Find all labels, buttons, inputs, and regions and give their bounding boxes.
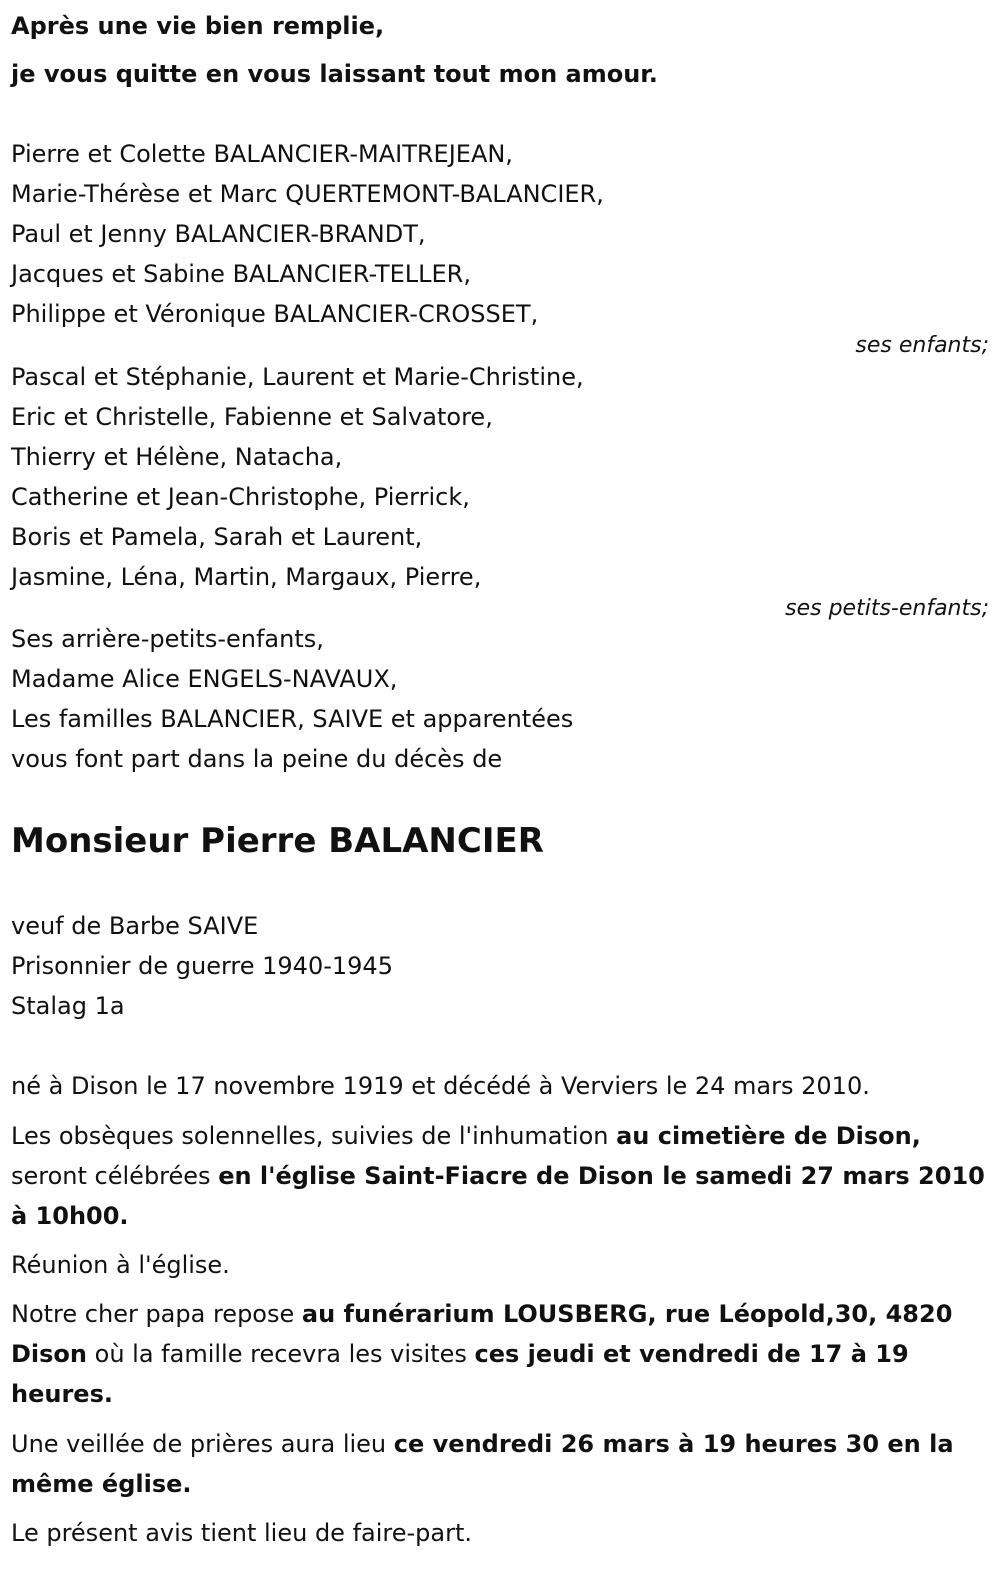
children-list — [11, 134, 989, 358]
funeral-text-2: seront célébrées — [11, 1162, 219, 1190]
grandchild-name: Catherine et Jean-Christophe, Pierrick, — [11, 483, 470, 511]
grandchildren-role: ses petits-enfants; — [785, 596, 989, 621]
grandchild-name: Pascal et Stéphanie, Laurent et Marie-Christine, — [11, 363, 584, 391]
deceased-detail: veuf de Barbe SAIVE — [11, 912, 259, 940]
vigil-text-1: Une veillée de prières aura lieu — [11, 1430, 394, 1458]
relative-line: Madame Alice ENGELS-NAVAUX, — [11, 665, 398, 693]
children-name: Philippe et Véronique BALANCIER-CROSSET, — [11, 300, 539, 328]
deceased-detail: Prisonnier de guerre 1940-1945 — [11, 952, 393, 980]
relative-line: Ses arrière-petits-enfants, — [11, 625, 324, 653]
vigil-details: ce vendredi 26 mars à 19 heures 30 en la même église. — [11, 1430, 954, 1498]
relative-line: vous font part dans la peine du décès de — [11, 745, 503, 773]
visit-location: au funérarium LOUSBERG, rue Léopold,30, 4820 Dison — [11, 1300, 953, 1368]
visit-text-2: où la famille recevra les visites — [87, 1340, 475, 1368]
children-name: Jacques et Sabine BALANCIER-TELLER, — [11, 260, 471, 288]
grandchild-name: Thierry et Hélène, Natacha, — [11, 443, 343, 471]
other-relatives — [11, 619, 989, 779]
grandchildren-list — [11, 357, 989, 621]
grandchild-name: Eric et Christelle, Fabienne et Salvatore, — [11, 403, 493, 431]
deceased-details — [11, 906, 989, 1026]
visit-text-1: Notre cher papa repose — [11, 1300, 302, 1328]
visit-hours: ces jeudi et vendredi de 17 à 19 heures. — [11, 1340, 909, 1408]
deceased-name: Monsieur Pierre BALANCIER — [11, 821, 544, 861]
visit-paragraph — [11, 1294, 989, 1414]
vigil-paragraph — [11, 1424, 989, 1504]
intro-line-1: Après une vie bien remplie, — [11, 12, 385, 40]
children-name: Pierre et Colette BALANCIER-MAITREJEAN, — [11, 140, 513, 168]
relative-line: Les familles BALANCIER, SAIVE et apparentées — [11, 705, 574, 733]
grandchild-name: Boris et Pamela, Sarah et Laurent, — [11, 523, 423, 551]
deceased-detail: Stalag 1a — [11, 992, 125, 1020]
children-role: ses enfants; — [855, 333, 989, 358]
funeral-paragraph — [11, 1116, 989, 1236]
funeral-church-date: en l'église Saint-Fiacre de Dison le samedi 27 mars 2010 à 10h00. — [11, 1162, 985, 1230]
birth-death-line: né à Dison le 17 novembre 1919 et décédé à Verviers le 24 mars 2010. — [11, 1072, 870, 1100]
intro-line-2: je vous quitte en vous laissant tout mon amour. — [11, 60, 658, 88]
children-name: Marie-Thérèse et Marc QUERTEMONT-BALANCIER, — [11, 180, 604, 208]
funeral-location: au cimetière de Dison, — [616, 1122, 921, 1150]
grandchild-name: Jasmine, Léna, Martin, Margaux, Pierre, — [11, 563, 482, 591]
reunion-line: Réunion à l'église. — [11, 1251, 230, 1279]
children-name: Paul et Jenny BALANCIER-BRANDT, — [11, 220, 426, 248]
notice-line: Le présent avis tient lieu de faire-part. — [11, 1519, 473, 1547]
funeral-text-1: Les obsèques solennelles, suivies de l'inhumation — [11, 1122, 617, 1150]
